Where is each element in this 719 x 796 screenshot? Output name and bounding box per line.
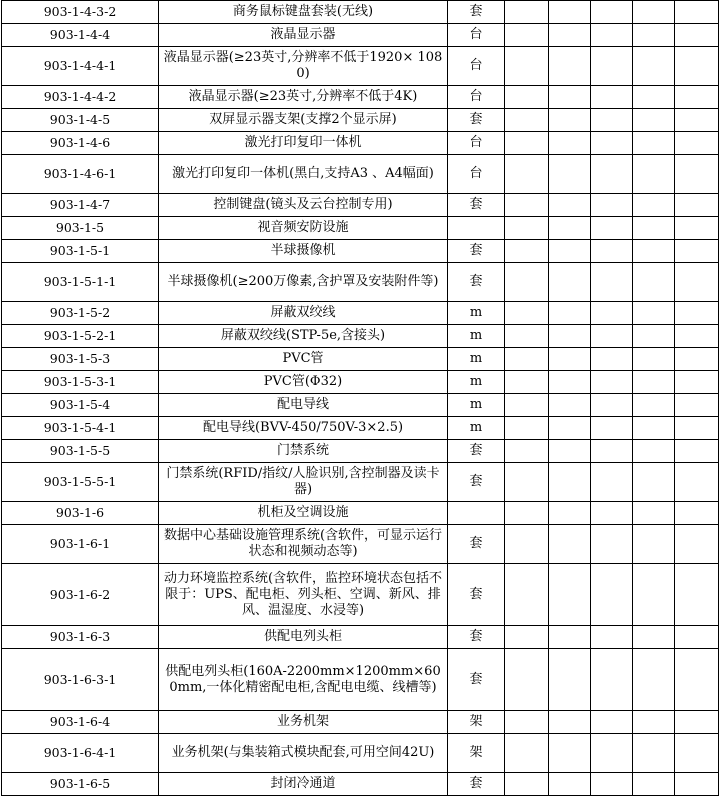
unit-cell: 套 xyxy=(448,194,505,217)
empty-cell xyxy=(591,194,633,217)
item-name-cell: 数据中心基础设施管理系统(含软件，可显示运行状态和视频动态等) xyxy=(159,525,448,564)
empty-cell xyxy=(549,24,591,47)
item-code-cell: 903-1-5-1-1 xyxy=(2,263,159,302)
item-code-cell: 903-1-5 xyxy=(2,217,159,240)
empty-cell xyxy=(675,371,719,394)
empty-cell xyxy=(505,240,549,263)
empty-cell xyxy=(549,155,591,194)
empty-cell xyxy=(591,711,633,734)
empty-cell xyxy=(549,564,591,626)
empty-cell xyxy=(633,1,675,24)
item-name-cell: 门禁系统(RFID/指纹/人脸识别,含控制器及读卡器) xyxy=(159,463,448,502)
item-name-cell: 半球摄像机(≥200万像素,含护罩及安装附件等) xyxy=(159,263,448,302)
table-row xyxy=(2,773,719,796)
empty-cell xyxy=(675,24,719,47)
item-name-cell: 动力环境监控系统(含软件，监控环境状态包括不限于：UPS、配电柜、列头柜、空调、新风、排风、温湿度、水浸等) xyxy=(159,564,448,626)
empty-cell xyxy=(505,217,549,240)
empty-cell xyxy=(675,394,719,417)
empty-cell xyxy=(505,440,549,463)
empty-cell xyxy=(675,240,719,263)
item-name-cell: 视音频安防设施 xyxy=(159,217,448,240)
empty-cell xyxy=(633,109,675,132)
empty-cell xyxy=(675,417,719,440)
unit-cell: m xyxy=(448,394,505,417)
item-code-cell: 903-1-5-5 xyxy=(2,440,159,463)
empty-cell xyxy=(505,394,549,417)
item-code-cell: 903-1-5-1 xyxy=(2,240,159,263)
table-row xyxy=(2,502,719,525)
item-name-cell: 液晶显示器(≥23英寸,分辨率不低于4K) xyxy=(159,86,448,109)
unit-cell: 套 xyxy=(448,626,505,649)
item-name-cell: PVC管(Φ32) xyxy=(159,371,448,394)
empty-cell xyxy=(549,86,591,109)
unit-cell: 台 xyxy=(448,132,505,155)
empty-cell xyxy=(633,734,675,773)
table-row xyxy=(2,711,719,734)
empty-cell xyxy=(675,626,719,649)
empty-cell xyxy=(675,463,719,502)
empty-cell xyxy=(505,155,549,194)
unit-cell: m xyxy=(448,417,505,440)
unit-cell: 架 xyxy=(448,734,505,773)
empty-cell xyxy=(633,24,675,47)
empty-cell xyxy=(633,302,675,325)
empty-cell xyxy=(505,734,549,773)
empty-cell xyxy=(591,649,633,711)
item-code-cell: 903-1-4-5 xyxy=(2,109,159,132)
empty-cell xyxy=(675,132,719,155)
empty-cell xyxy=(505,348,549,371)
empty-cell xyxy=(591,217,633,240)
empty-cell xyxy=(549,240,591,263)
empty-cell xyxy=(591,86,633,109)
table-row xyxy=(2,47,719,86)
item-code-cell: 903-1-6-5 xyxy=(2,773,159,796)
item-name-cell: 业务机架 xyxy=(159,711,448,734)
item-code-cell: 903-1-4-6 xyxy=(2,132,159,155)
item-code-cell: 903-1-4-3-2 xyxy=(2,1,159,24)
empty-cell xyxy=(633,564,675,626)
empty-cell xyxy=(591,325,633,348)
empty-cell xyxy=(505,463,549,502)
empty-cell xyxy=(591,109,633,132)
empty-cell xyxy=(591,626,633,649)
empty-cell xyxy=(633,263,675,302)
item-code-cell: 903-1-4-6-1 xyxy=(2,155,159,194)
item-code-cell: 903-1-4-4-2 xyxy=(2,86,159,109)
empty-cell xyxy=(591,440,633,463)
unit-cell: m xyxy=(448,325,505,348)
empty-cell xyxy=(633,626,675,649)
equipment-table xyxy=(1,0,719,796)
item-code-cell: 903-1-4-4 xyxy=(2,24,159,47)
empty-cell xyxy=(549,371,591,394)
empty-cell xyxy=(633,86,675,109)
table-row xyxy=(2,240,719,263)
empty-cell xyxy=(505,502,549,525)
table-row xyxy=(2,649,719,711)
empty-cell xyxy=(675,194,719,217)
item-code-cell: 903-1-5-2 xyxy=(2,302,159,325)
empty-cell xyxy=(633,502,675,525)
item-name-cell: 封闭冷通道 xyxy=(159,773,448,796)
item-name-cell: 激光打印复印一体机(黑白,支持A3 、A4幅面) xyxy=(159,155,448,194)
empty-cell xyxy=(505,24,549,47)
empty-cell xyxy=(505,86,549,109)
item-code-cell: 903-1-4-7 xyxy=(2,194,159,217)
empty-cell xyxy=(505,417,549,440)
item-code-cell: 903-1-6-3 xyxy=(2,626,159,649)
empty-cell xyxy=(505,564,549,626)
empty-cell xyxy=(505,649,549,711)
empty-cell xyxy=(505,194,549,217)
unit-cell: 套 xyxy=(448,240,505,263)
item-code-cell: 903-1-6-4-1 xyxy=(2,734,159,773)
empty-cell xyxy=(675,525,719,564)
empty-cell xyxy=(633,773,675,796)
empty-cell xyxy=(633,47,675,86)
empty-cell xyxy=(675,302,719,325)
empty-cell xyxy=(633,240,675,263)
empty-cell xyxy=(549,325,591,348)
empty-cell xyxy=(675,564,719,626)
empty-cell xyxy=(549,525,591,564)
unit-cell: 套 xyxy=(448,525,505,564)
empty-cell xyxy=(549,302,591,325)
table-row xyxy=(2,325,719,348)
empty-cell xyxy=(633,440,675,463)
empty-cell xyxy=(633,525,675,564)
empty-cell xyxy=(549,109,591,132)
item-name-cell: 双屏显示器支架(支撑2个显示屏) xyxy=(159,109,448,132)
item-name-cell: 供配电列头柜 xyxy=(159,626,448,649)
empty-cell xyxy=(675,155,719,194)
empty-cell xyxy=(505,626,549,649)
empty-cell xyxy=(633,217,675,240)
unit-cell: 套 xyxy=(448,109,505,132)
empty-cell xyxy=(549,417,591,440)
empty-cell xyxy=(549,773,591,796)
table-row xyxy=(2,440,719,463)
empty-cell xyxy=(591,773,633,796)
item-code-cell: 903-1-5-5-1 xyxy=(2,463,159,502)
empty-cell xyxy=(633,711,675,734)
item-name-cell: 业务机架(与集装箱式模块配套,可用空间42U) xyxy=(159,734,448,773)
empty-cell xyxy=(549,1,591,24)
table-row xyxy=(2,263,719,302)
item-name-cell: 机柜及空调设施 xyxy=(159,502,448,525)
item-name-cell: PVC管 xyxy=(159,348,448,371)
unit-cell: 台 xyxy=(448,47,505,86)
empty-cell xyxy=(633,463,675,502)
item-name-cell: 液晶显示器(≥23英寸,分辨率不低于1920× 1080) xyxy=(159,47,448,86)
empty-cell xyxy=(591,1,633,24)
unit-cell: 套 xyxy=(448,564,505,626)
empty-cell xyxy=(591,47,633,86)
unit-cell xyxy=(448,502,505,525)
empty-cell xyxy=(549,47,591,86)
item-code-cell: 903-1-6-4 xyxy=(2,711,159,734)
empty-cell xyxy=(591,463,633,502)
empty-cell xyxy=(549,394,591,417)
table-row xyxy=(2,24,719,47)
empty-cell xyxy=(591,394,633,417)
unit-cell: m xyxy=(448,348,505,371)
item-name-cell: 半球摄像机 xyxy=(159,240,448,263)
empty-cell xyxy=(675,263,719,302)
empty-cell xyxy=(505,773,549,796)
item-name-cell: 配电导线(BVV-450/750V-3×2.5) xyxy=(159,417,448,440)
unit-cell: 架 xyxy=(448,711,505,734)
empty-cell xyxy=(633,371,675,394)
table-row xyxy=(2,564,719,626)
empty-cell xyxy=(505,1,549,24)
empty-cell xyxy=(591,502,633,525)
item-code-cell: 903-1-5-3 xyxy=(2,348,159,371)
item-code-cell: 903-1-6-3-1 xyxy=(2,649,159,711)
empty-cell xyxy=(505,109,549,132)
empty-cell xyxy=(505,132,549,155)
empty-cell xyxy=(591,734,633,773)
empty-cell xyxy=(675,217,719,240)
empty-cell xyxy=(675,502,719,525)
empty-cell xyxy=(505,47,549,86)
empty-cell xyxy=(675,711,719,734)
empty-cell xyxy=(633,417,675,440)
item-name-cell: 液晶显示器 xyxy=(159,24,448,47)
empty-cell xyxy=(505,325,549,348)
empty-cell xyxy=(549,734,591,773)
empty-cell xyxy=(591,417,633,440)
unit-cell: 套 xyxy=(448,440,505,463)
empty-cell xyxy=(591,132,633,155)
unit-cell: 套 xyxy=(448,649,505,711)
empty-cell xyxy=(675,348,719,371)
empty-cell xyxy=(505,302,549,325)
table-row xyxy=(2,348,719,371)
table-row xyxy=(2,626,719,649)
item-name-cell: 激光打印复印一体机 xyxy=(159,132,448,155)
item-name-cell: 供配电列头柜(160A-2200mm×1200mm×600mm,一体化精密配电柜,含配电电缆、线槽等) xyxy=(159,649,448,711)
unit-cell: 台 xyxy=(448,155,505,194)
item-code-cell: 903-1-6 xyxy=(2,502,159,525)
unit-cell: m xyxy=(448,371,505,394)
empty-cell xyxy=(633,649,675,711)
empty-cell xyxy=(591,240,633,263)
item-code-cell: 903-1-5-4-1 xyxy=(2,417,159,440)
empty-cell xyxy=(633,325,675,348)
table-row xyxy=(2,1,719,24)
table-row xyxy=(2,525,719,564)
table-row xyxy=(2,463,719,502)
empty-cell xyxy=(675,325,719,348)
empty-cell xyxy=(591,155,633,194)
empty-cell xyxy=(591,525,633,564)
item-name-cell: 屏蔽双绞线 xyxy=(159,302,448,325)
item-code-cell: 903-1-5-3-1 xyxy=(2,371,159,394)
empty-cell xyxy=(505,371,549,394)
item-code-cell: 903-1-5-4 xyxy=(2,394,159,417)
empty-cell xyxy=(549,440,591,463)
unit-cell: 台 xyxy=(448,24,505,47)
table-row xyxy=(2,132,719,155)
unit-cell: 套 xyxy=(448,463,505,502)
empty-cell xyxy=(549,132,591,155)
table-row xyxy=(2,194,719,217)
empty-cell xyxy=(633,132,675,155)
empty-cell xyxy=(549,649,591,711)
unit-cell: m xyxy=(448,302,505,325)
item-name-cell: 屏蔽双绞线(STP-5e,含接头) xyxy=(159,325,448,348)
empty-cell xyxy=(505,263,549,302)
item-code-cell: 903-1-5-2-1 xyxy=(2,325,159,348)
empty-cell xyxy=(591,348,633,371)
empty-cell xyxy=(633,348,675,371)
item-code-cell: 903-1-4-4-1 xyxy=(2,47,159,86)
unit-cell: 台 xyxy=(448,86,505,109)
empty-cell xyxy=(591,24,633,47)
unit-cell: 套 xyxy=(448,773,505,796)
table-row xyxy=(2,417,719,440)
empty-cell xyxy=(549,348,591,371)
empty-cell xyxy=(675,47,719,86)
empty-cell xyxy=(591,564,633,626)
item-name-cell: 门禁系统 xyxy=(159,440,448,463)
item-name-cell: 配电导线 xyxy=(159,394,448,417)
table-row xyxy=(2,86,719,109)
unit-cell: 套 xyxy=(448,263,505,302)
empty-cell xyxy=(549,711,591,734)
empty-cell xyxy=(549,263,591,302)
empty-cell xyxy=(675,773,719,796)
table-row xyxy=(2,302,719,325)
table-row xyxy=(2,155,719,194)
empty-cell xyxy=(675,1,719,24)
unit-cell: 套 xyxy=(448,1,505,24)
table-row xyxy=(2,217,719,240)
empty-cell xyxy=(633,155,675,194)
empty-cell xyxy=(591,302,633,325)
table-body xyxy=(2,1,719,796)
empty-cell xyxy=(549,626,591,649)
unit-cell xyxy=(448,217,505,240)
item-code-cell: 903-1-6-1 xyxy=(2,525,159,564)
empty-cell xyxy=(675,109,719,132)
empty-cell xyxy=(505,711,549,734)
empty-cell xyxy=(591,371,633,394)
item-name-cell: 商务鼠标键盘套装(无线) xyxy=(159,1,448,24)
empty-cell xyxy=(675,440,719,463)
empty-cell xyxy=(675,86,719,109)
empty-cell xyxy=(505,525,549,564)
empty-cell xyxy=(549,502,591,525)
empty-cell xyxy=(549,463,591,502)
table-row xyxy=(2,371,719,394)
table-row xyxy=(2,734,719,773)
empty-cell xyxy=(675,649,719,711)
table-row xyxy=(2,109,719,132)
table-row xyxy=(2,394,719,417)
empty-cell xyxy=(549,194,591,217)
empty-cell xyxy=(591,263,633,302)
empty-cell xyxy=(675,734,719,773)
empty-cell xyxy=(549,217,591,240)
item-name-cell: 控制键盘(镜头及云台控制专用) xyxy=(159,194,448,217)
empty-cell xyxy=(633,394,675,417)
empty-cell xyxy=(633,194,675,217)
item-code-cell: 903-1-6-2 xyxy=(2,564,159,626)
